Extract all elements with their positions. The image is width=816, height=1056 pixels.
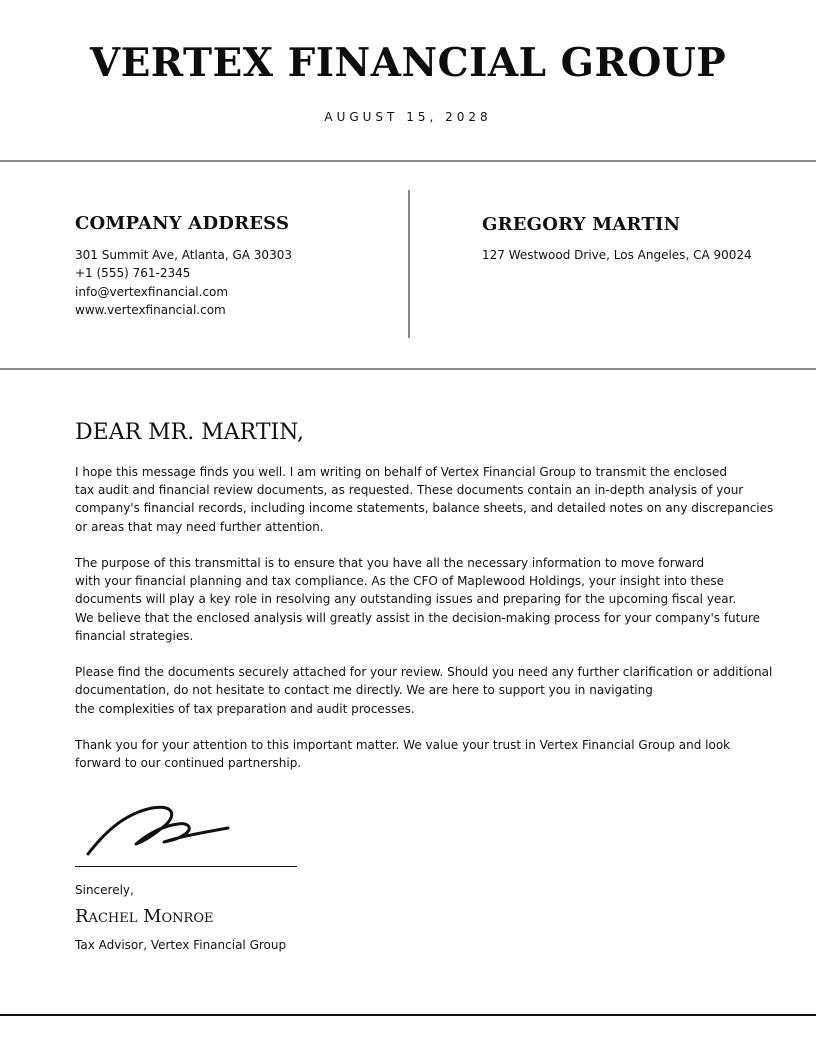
signer-title: Tax Advisor, Vertex Financial Group: [75, 938, 287, 952]
recipient-address-block: [482, 246, 752, 264]
body-line: I hope this message finds you well. I am writing on behalf of Vertex Financial Group to transmit the enclosed: [75, 465, 727, 479]
sender-website: www.vertexfinancial.com: [75, 302, 226, 317]
body-line: We believe that the enclosed analysis will greatly assist in the decision-making process for your company's future: [75, 610, 761, 625]
letter-date: AUGUST 15, 2028: [324, 110, 492, 124]
middle-divider: [0, 368, 816, 370]
body-line: company's financial records, including income statements, balance sheets, and detailed notes on any discrepancies: [75, 501, 774, 516]
salutation: DEAR MR. MARTIN,: [75, 420, 305, 445]
paragraph: [75, 736, 755, 772]
sender-email: info@vertexfinancial.com: [75, 284, 229, 299]
body-line: tax audit and financial review documents, as requested. These documents contain an in-depth analysis of your: [75, 483, 744, 498]
letter-body: [75, 463, 774, 791]
closing: Sincerely,: [75, 883, 134, 897]
body-line: The purpose of this transmittal is to ensure that you have all the necessary information to move forward: [75, 556, 705, 570]
body-line: the complexities of tax preparation and audit processes.: [75, 701, 415, 716]
paragraph: [75, 463, 774, 536]
paragraph: [75, 554, 761, 645]
handwritten-signature: [82, 800, 242, 860]
body-line: Thank you for your attention to this important matter. We value your trust in Vertex Financial Group and look: [75, 738, 731, 752]
signer-name: Rachel Monroe: [75, 906, 214, 927]
body-line: documents will play a key role in resolving any outstanding issues and preparing for the upcoming fiscal year.: [75, 592, 737, 607]
body-line: forward to our continued partnership.: [75, 756, 302, 771]
bottom-divider: [0, 1014, 816, 1016]
signature-line: [75, 866, 297, 867]
sender-phone: +1 (555) 761-2345: [75, 266, 191, 281]
sender-street: 301 Summit Ave, Atlanta, GA 30303: [75, 248, 292, 262]
company-title: VERTEX FINANCIAL GROUP: [89, 40, 727, 86]
top-divider: [0, 160, 816, 162]
body-line: Please find the documents securely attached for your review. Should you need any further clarification or additional: [75, 665, 773, 680]
body-line: financial strategies.: [75, 628, 194, 643]
body-line: documentation, do not hesitate to contact me directly. We are here to support you in navigating: [75, 683, 653, 698]
sender-heading: COMPANY ADDRESS: [75, 213, 290, 234]
recipient-street: 127 Westwood Drive, Los Angeles, CA 90024: [482, 248, 752, 262]
vertical-divider: [408, 190, 410, 338]
body-line: with your financial planning and tax compliance. As the CFO of Maplewood Holdings, your insight into these: [75, 574, 724, 589]
body-line: or areas that may need further attention.: [75, 519, 324, 534]
paragraph: [75, 663, 773, 718]
recipient-heading: GREGORY MARTIN: [482, 214, 681, 235]
sender-address-block: [75, 246, 292, 319]
